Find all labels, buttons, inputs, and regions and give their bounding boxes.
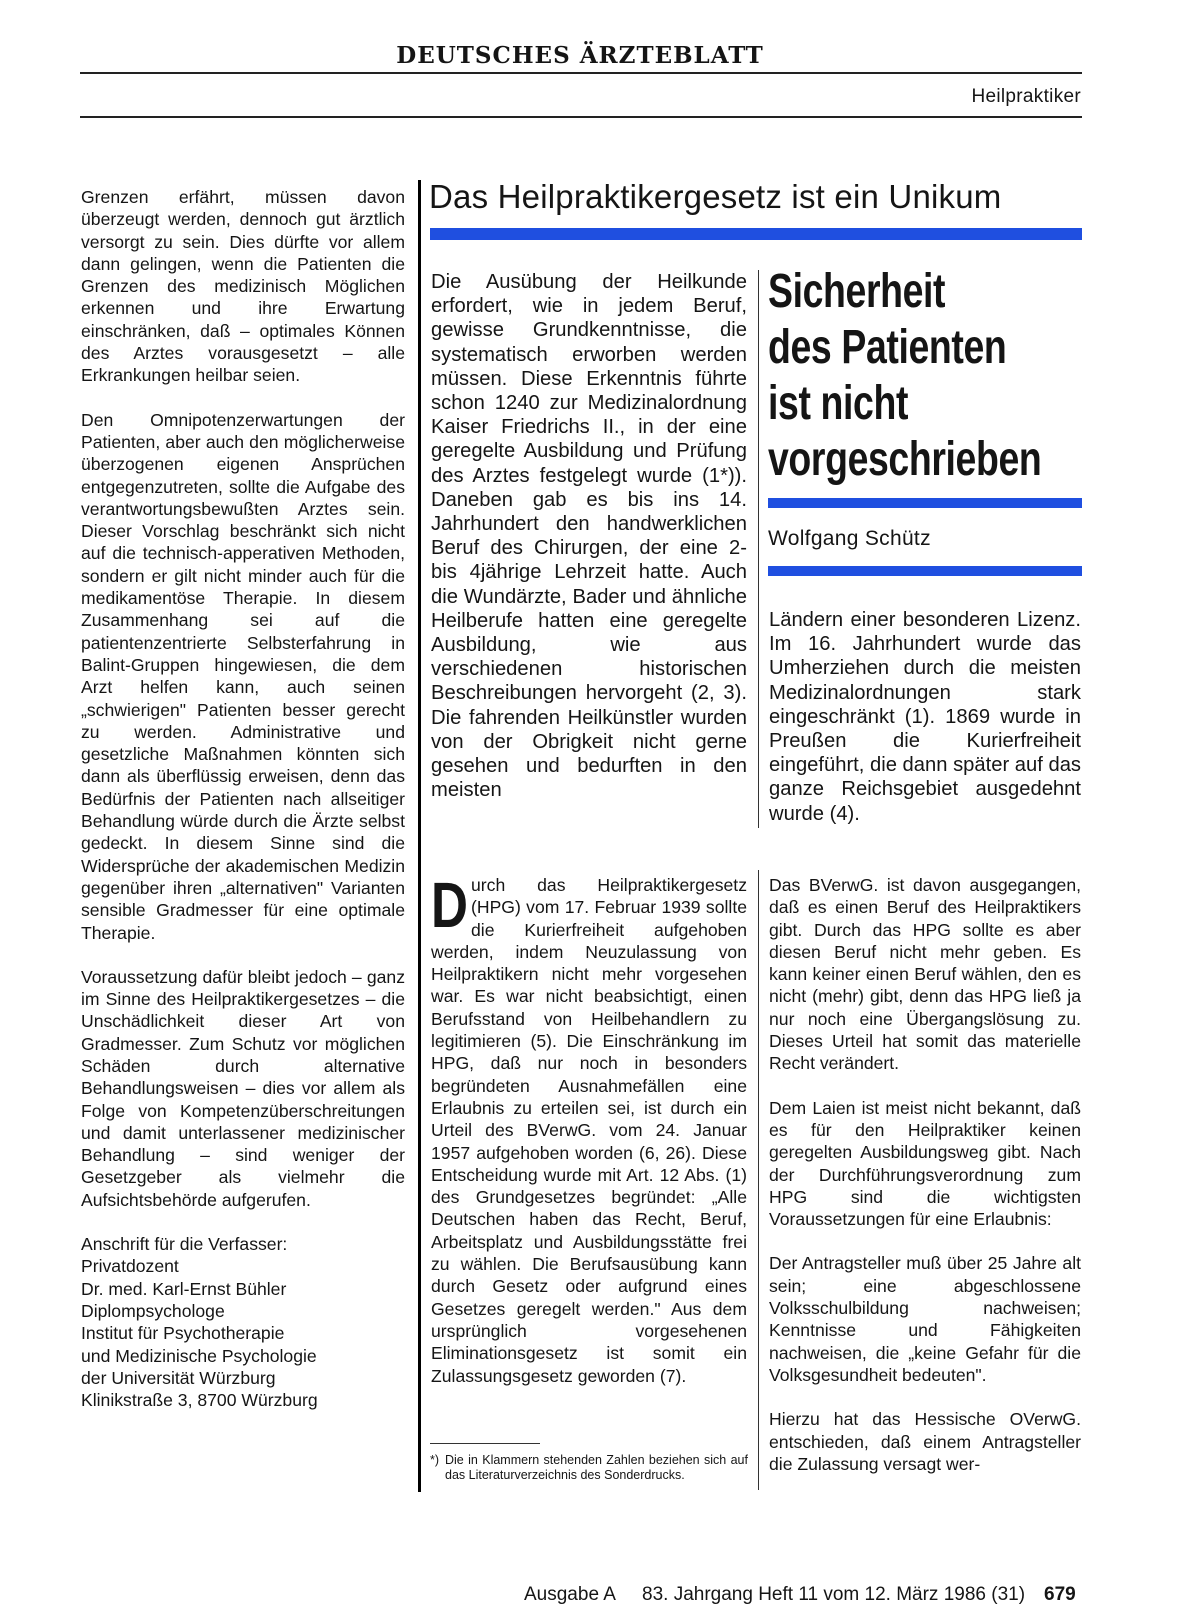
- intro-right-text: Ländern einer besonderen Lizenz. Im 16. Jahrhundert wurde das Umherziehen durch die meisten Medizinalordnungen stark eingeschränkt (1). 1869 wurde in Preußen die Kurierfreiheit eingeführt, die dann später auf das ganze Reichsgebiet ausgedehnt wurde (4).: [769, 609, 1082, 825]
- address-line: Privatdozent: [81, 1256, 179, 1277]
- headline: [768, 264, 1042, 488]
- intro-divider: [758, 270, 759, 828]
- intro-left-text: Die Ausübung der Heilkunde erfordert, wie in jedem Beruf, gewisse Grundkenntnisse, die systematisch erworben werden müssen. Diese Erkenntnis führte schon 1240 zur Medizinalordnung Kaiser Friedrichs II., in der eine geregelte Ausbildung und Prüfung des Arztes festgelegt wurde (1*)). Daneben gab es bis ins 14. Jahrhundert den handwerklichen Beruf des Chirurgen, der eine 2- bis 4jährige Lehrzeit hatte. Auch die Wundärzte, Bader und ähnliche Heilberufe hatten eine geregelte Ausbildung, wie aus verschiedenen historischen Beschreibungen hervorgeht (2, 3). Die fahrenden Heilkünstler wurden von der Obrigkeit nicht gerne gesehen und bedurften in den meisten: [431, 271, 747, 802]
- body-right-column: [769, 874, 1081, 1475]
- footnote-text: Die in Klammern stehenden Zahlen beziehen sich auf das Literaturverzeichnis des Sonderdrucks.: [445, 1453, 748, 1482]
- headline-line: des Patienten: [768, 321, 1007, 374]
- article-title: Das Heilpraktikergesetz ist ein Unikum: [429, 178, 1002, 215]
- intro-right-column: [769, 608, 1081, 826]
- title-blue-bar: [430, 228, 1082, 240]
- footnote: [430, 1453, 748, 1482]
- address-line: Diplompsychologe: [81, 1300, 225, 1321]
- page-number: 679: [1044, 1584, 1076, 1605]
- footer-issue: 83. Jahrgang Heft 11 vom 12. März 1986 (31): [642, 1584, 1026, 1605]
- headline-line: ist nicht: [768, 377, 909, 430]
- section-label: Heilpraktiker: [971, 86, 1081, 107]
- address-line: Anschrift für die Verfasser:: [81, 1234, 288, 1255]
- address-line: der Universität Würzburg: [81, 1367, 276, 1388]
- drop-cap: D: [431, 869, 468, 941]
- column-divider: [418, 180, 421, 1492]
- author-address: [81, 1233, 405, 1411]
- footnote-rule: [430, 1443, 540, 1444]
- author-blue-bar: [768, 566, 1082, 576]
- footer-edition: Ausgabe A: [524, 1584, 616, 1605]
- body-right-paragraph: Der Antragsteller muß über 25 Jahre alt sein; eine abgeschlossene Volksschulbildung nachweisen; Kenntnisse und Fähigkeiten nachweisen, die „keine Gefahr für die Volksgesundheit bedeuten".: [769, 1253, 1081, 1385]
- address-line: Dr. med. Karl-Ernst Bühler: [81, 1278, 287, 1299]
- left-paragraph-3: Voraussetzung dafür bleibt jedoch – ganz im Sinne des Heilpraktikergesetzes – die Unschädlichkeit dieser Art von Gradmesser. Zum Schutz vor möglichen Schäden durch alternative Behandlungsweisen – dies vor allem als Folge von Kompetenzüberschreitungen und damit unterlassener medizinischer Behandlung – sind weniger der Gesetzgeber als vielmehr die Aufsichtsbehörde aufgerufen.: [81, 966, 405, 1210]
- address-line: und Medizinische Psychologie: [81, 1345, 317, 1366]
- left-paragraph-2: Den Omnipotenzerwartungen der Patienten, aber auch den möglicherweise überzogenen eigenen Ansprüchen entgegenzutreten, sollte die Aufgabe des verantwortungsbewußten Arztes sein. Dieser Vorschlag beschränkt sich nicht auf die technisch-apperativen Methoden, sondern er gilt nicht minder auch für die medikamentöse Therapie. In diesem Zusammenhang sei auf die patientenzentrierte Selbsterfahrung in Balint-Gruppen hingewiesen, die dem Arzt helfen kann, auch seinen „schwierigen" Patienten besser gerecht zu werden. Administrative und gesetzliche Maßnahmen könnten sich dann als überflüssig erweisen, denn das Bedürfnis der Patienten nach allseitiger Behandlung würde durch die Ärzte selbst gedeckt. In diesem Sinne sind die Widersprüche der akademischen Medizin gegenüber ihren „alternativen" Varianten sensible Gradmesser für eine optimale Therapie.: [81, 409, 405, 943]
- address-line: Institut für Psychotherapie: [81, 1323, 285, 1344]
- headline-line: Sicherheit: [768, 265, 946, 318]
- author-name: Wolfgang Schütz: [768, 527, 931, 550]
- body-divider: [758, 870, 759, 1490]
- body-right-paragraph: Das BVerwG. ist davon ausgegangen, daß es einen Beruf des Heilpraktikers gibt. Durch das HPG sollte es aber diesen Beruf nicht mehr geben. Es kann keiner einen Beruf wählen, den es nicht (mehr) gibt, denn das HPG ließ ja nur noch eine Übergangslösung zu. Dieses Urteil hat somit das materielle Recht verändert.: [769, 875, 1081, 1074]
- body-middle-content: urch das Heilpraktikergesetz (HPG) vom 17. Februar 1939 sollte die Kurierfreiheit aufgehoben werden, indem Neuzulassung von Heilpraktikern nicht mehr vorgesehen war. Es war nicht beabsichtigt, einen Berufsstand von Heilbehandlern zu legitimieren (5). Die Einschränkung im HPG, daß nur noch in besonders begründeten Ausnahmefällen eine Erlaubnis zu erteilen sei, ist durch ein Urteil des BVerwG. vom 24. Januar 1957 aufgehoben worden (6, 26). Diese Entscheidung wurde mit Art. 12 Abs. (1) des Grundgesetzes begründet: „Alle Deutschen haben das Recht, Beruf, Arbeitsplatz und Ausbildungsstätte frei zu wählen. Die Berufsausübung kann durch Gesetz oder aufgrund eines Gesetzes geregelt werden." Aus dem ursprünglich vorgesehenen Eliminationsgesetz ist somit ein Zulassungsgesetz geworden (7).: [431, 875, 747, 1386]
- body-middle-text: [431, 869, 747, 1387]
- section-rule: [80, 116, 1082, 118]
- intro-left-column: [431, 270, 747, 802]
- address-line: Klinikstraße 3, 8700 Würzburg: [81, 1390, 318, 1411]
- left-paragraph-1: Grenzen erfährt, müssen davon überzeugt werden, dennoch gut ärztlich versorgt zu sein. Dies dürfte vor allem dann gelingen, wenn die Patienten die Grenzen des medizinisch Möglichen erkennen und ihre Erwartung einschränken, daß – optimales Können des Arztes vorausgesetzt – alle Erkrankungen heilbar seien.: [81, 187, 405, 386]
- left-column: [81, 186, 405, 1411]
- footnote-mark: *): [430, 1453, 440, 1467]
- body-right-paragraph: Hierzu hat das Hessische OVerwG. entschieden, daß einem Antragsteller die Zulassung versagt wer-: [769, 1409, 1081, 1474]
- body-middle-column: [431, 869, 747, 1387]
- masthead-rule: [80, 72, 1082, 74]
- body-right-paragraph: Dem Laien ist meist nicht bekannt, daß es für den Heilpraktiker keinen geregelten Ausbildungsweg gibt. Nach der Durchführungsverordnung zum HPG sind die wichtigsten Voraussetzungen für eine Erlaubnis:: [769, 1097, 1081, 1230]
- masthead: DEUTSCHES ÄRZTEBLATT: [396, 42, 764, 69]
- headline-blue-bar: [768, 498, 1082, 508]
- headline-line: vorgeschrieben: [768, 433, 1042, 486]
